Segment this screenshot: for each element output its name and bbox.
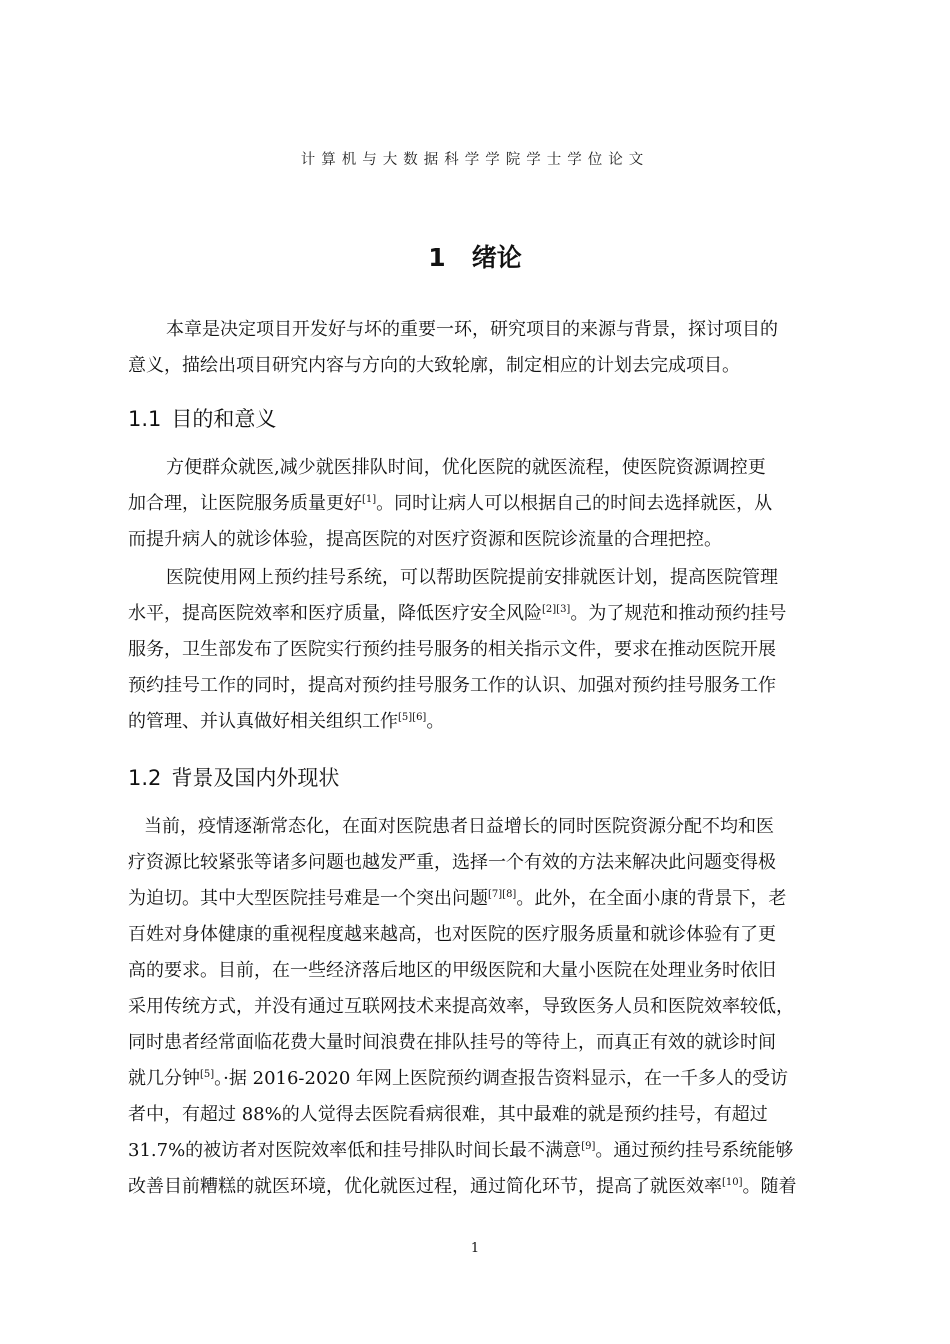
- section-title: 目的和意义: [171, 407, 277, 431]
- intro-paragraph: [128, 312, 822, 384]
- section-number: 1.2: [128, 766, 162, 790]
- text-line: 者中，有超过 88%的人觉得去医院看病很难，其中最难的就是预约挂号，有超过: [128, 1104, 768, 1125]
- text-line: 预约挂号工作的同时，提高对预约挂号服务工作的认识、加强对预约挂号服务工作: [128, 675, 776, 696]
- section-heading-1-2: [128, 762, 339, 792]
- section1-paragraph-2: [128, 560, 822, 740]
- citation: [2][3]: [542, 604, 571, 615]
- text-line: 当前，疫情逐渐常态化，在面对医院患者日益增长的同时医院资源分配不均和医: [144, 816, 774, 837]
- section-title: 背景及国内外现状: [171, 766, 340, 790]
- text-line: 31.7%的被访者对医院效率低和挂号排队时间长最不满意[9]。通过预约挂号系统能够: [128, 1140, 794, 1161]
- page-number: 1: [470, 1241, 480, 1256]
- citation: [7][8]: [488, 889, 517, 900]
- text-line: 的管理、并认真做好相关组织工作[5][6]。: [128, 711, 445, 732]
- chapter-title: [0, 238, 950, 274]
- text-line: 同时患者经常面临花费大量时间浪费在排队挂号的等待上，而真正有效的就诊时间: [128, 1032, 776, 1053]
- text-line: 改善目前糟糕的就医环境，优化就医过程，通过简化环节，提高了就医效率[10]。随着: [128, 1176, 797, 1197]
- citation: [5][6]: [398, 712, 427, 723]
- citation: [5]: [200, 1069, 215, 1080]
- citation: [9]: [581, 1141, 596, 1152]
- text-line: 为迫切。其中大型医院挂号难是一个突出问题[7][8]。此外，在全面小康的背景下，老: [128, 888, 787, 909]
- section1-paragraph-1: [128, 450, 822, 558]
- text-line: 本章是决定项目开发好与坏的重要一环，研究项目的来源与背景，探讨项目的: [166, 319, 778, 340]
- text-line: 方便群众就医,减少就医排队时间，优化医院的就医流程，使医院资源调控更: [166, 457, 766, 478]
- text-line: 加合理，让医院服务质量更好[1]。同时让病人可以根据自己的时间去选择就医，从: [128, 493, 773, 514]
- text-line: 而提升病人的就诊体验，提高医院的对医疗资源和医院诊流量的合理把控。: [128, 529, 722, 550]
- text-line: 百姓对身体健康的重视程度越来越高，也对医院的医疗服务质量和就诊体验有了更: [128, 924, 776, 945]
- chapter-title-text: 绪论: [471, 243, 522, 272]
- text-line: 意义，描绘出项目研究内容与方向的大致轮廓，制定相应的计划去完成项目。: [128, 355, 740, 376]
- section-heading-1-1: [128, 403, 276, 433]
- text-line: 高的要求。目前，在一些经济落后地区的甲级医院和大量小医院在处理业务时依旧: [128, 960, 776, 981]
- text-line: 医院使用网上预约挂号系统，可以帮助医院提前安排就医计划，提高医院管理: [166, 567, 778, 588]
- text-line: 水平，提高医院效率和医疗质量，降低医疗安全风险[2][3]。为了规范和推动预约挂号: [128, 603, 787, 624]
- text-line: 服务，卫生部发布了医院实行预约挂号服务的相关指示文件，要求在推动医院开展: [128, 639, 776, 660]
- section-number: 1.1: [128, 407, 162, 431]
- citation: [1]: [362, 494, 377, 505]
- text-line: 采用传统方式，并没有通过互联网技术来提高效率，导致医务人员和医院效率较低，: [128, 996, 794, 1017]
- section2-paragraph-1: [128, 809, 822, 1205]
- text-line: 疗资源比较紧张等诸多问题也越发严重，选择一个有效的方法来解决此问题变得极: [128, 852, 776, 873]
- running-header: 计算机与大数据科学学院学士学位论文: [300, 152, 650, 168]
- text-line: 就几分钟[5]。·据 2016-2020 年网上医院预约调查报告资料显示，在一千多人的受访: [128, 1068, 789, 1089]
- citation: [10]: [722, 1177, 743, 1188]
- chapter-number: 1: [428, 243, 446, 272]
